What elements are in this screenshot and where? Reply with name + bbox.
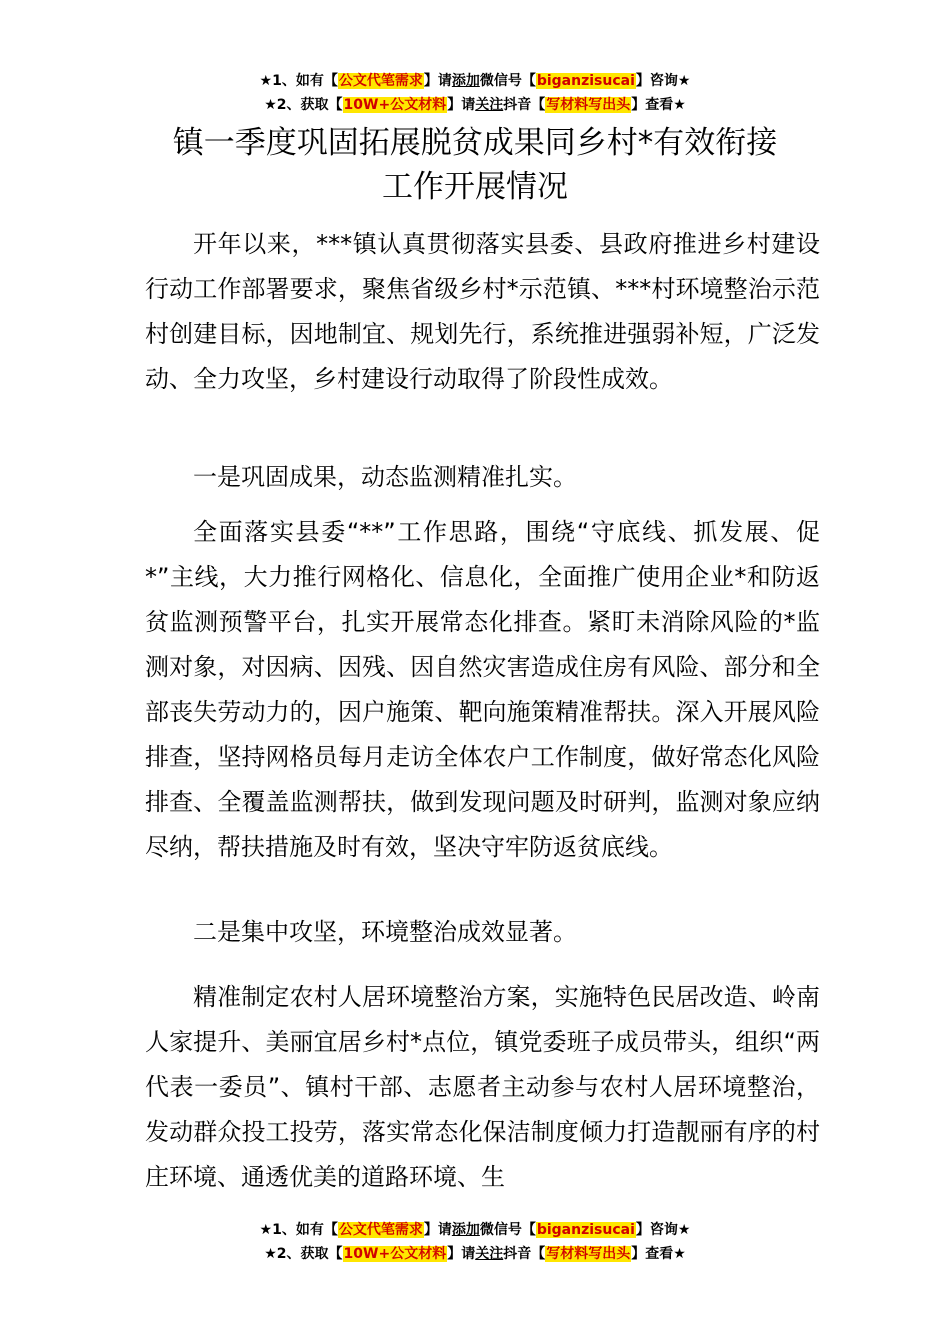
heading-text: 一是巩固成果，动态监测精准扎实。 [193,463,577,491]
promo-line-1 [0,69,950,93]
document-title-line-1: 镇一季度巩固拓展脱贫成果同乡村*有效衔接 [172,125,778,161]
promo-text: 微信号【 [479,1222,536,1238]
promo-text: 微信号【 [479,73,536,89]
promo-text: 2、获取【 [276,97,343,113]
paragraph-text: 精准制定农村人居环境整治方案，实施特色民居改造、岭南人家提升、美丽宜居乡村*点位，镇党委班子成员带头，组织“两代表一委员”、镇村干部、志愿者主动参与农村人居环境整治，发动群众投工投劳，落实常态化保洁制度倾力打造靓丽有序的村庄环境、通透优美的道路环境、生 [145,983,820,1191]
promo-text: 2、获取【 [276,1246,343,1262]
section-heading-1 [145,455,820,500]
body-paragraph-intro [145,222,820,402]
star-icon: ★ [673,1246,686,1262]
promo-underlined: 添加 [451,73,480,89]
promo-underlined: 关注 [475,1246,504,1262]
promo-text: 】请 [447,1246,476,1262]
star-icon: ★ [264,1246,277,1262]
promo-line-1 [0,1218,950,1242]
promo-line-2 [0,93,950,117]
promo-underlined: 添加 [451,1222,480,1238]
promo-text: 】请 [423,1222,452,1238]
heading-text: 二是集中攻坚，环境整治成效显著。 [193,918,577,946]
promo-highlight-douyin: 写材料写出头 [546,1246,631,1262]
promo-text: 】咨询 [635,73,678,89]
promo-text: 】请 [447,97,476,113]
promo-text: 】查看 [631,97,674,113]
promo-highlight: 公文代笔需求 [338,73,423,89]
star-icon: ★ [673,97,686,113]
promo-highlight-wechat: biganzisucai [536,73,635,89]
star-icon: ★ [677,73,691,89]
footer-promo-banner [0,1218,950,1266]
section-heading-2 [145,910,820,955]
promo-text: 】请 [423,73,452,89]
promo-line-2 [0,1242,950,1266]
promo-highlight: 10W+公文材料 [343,1246,447,1262]
star-icon: ★ [259,73,273,89]
paragraph-text: 开年以来，***镇认真贯彻落实县委、县政府推进乡村建设行动工作部署要求，聚焦省级乡村*示范镇、***村环境整治示范村创建目标，因地制宜、规划先行，系统推进强弱补短，广泛发动、全力攻坚，乡村建设行动取得了阶段性成效。 [145,230,820,393]
promo-text: 抖音【 [503,1246,546,1262]
promo-highlight: 10W+公文材料 [343,97,447,113]
star-icon: ★ [677,1222,691,1238]
star-icon: ★ [264,97,277,113]
promo-highlight: 公文代笔需求 [338,1222,423,1238]
body-paragraph-environment [145,975,820,1200]
promo-text: 1、如有【 [272,1222,338,1238]
promo-highlight-wechat: biganzisucai [536,1222,635,1238]
star-icon: ★ [259,1222,273,1238]
promo-text: 】查看 [631,1246,674,1262]
body-paragraph-monitoring [145,510,820,870]
promo-text: 抖音【 [503,97,546,113]
header-promo-banner [0,69,950,117]
paragraph-text: 全面落实县委“**”工作思路，围绕“守底线、抓发展、促*”主线，大力推行网格化、信息化，全面推广使用企业*和防返贫监测预警平台，扎实开展常态化排查。紧盯未消除风险的*监测对象，对因病、因残、因自然灾害造成住房有风险、部分和全部丧失劳动力的，因户施策、靶向施策精准帮扶。深入开展风险排查，坚持网格员每月走访全体农户工作制度，做好常态化风险排查、全覆盖监测帮扶，做到发现问题及时研判，监测对象应纳尽纳，帮扶措施及时有效，坚决守牢防返贫底线。 [145,518,820,861]
promo-highlight-douyin: 写材料写出头 [546,97,631,113]
promo-text: 】咨询 [635,1222,678,1238]
document-title-line-2: 工作开展情况 [382,169,568,205]
promo-underlined: 关注 [475,97,504,113]
promo-text: 1、如有【 [272,73,338,89]
